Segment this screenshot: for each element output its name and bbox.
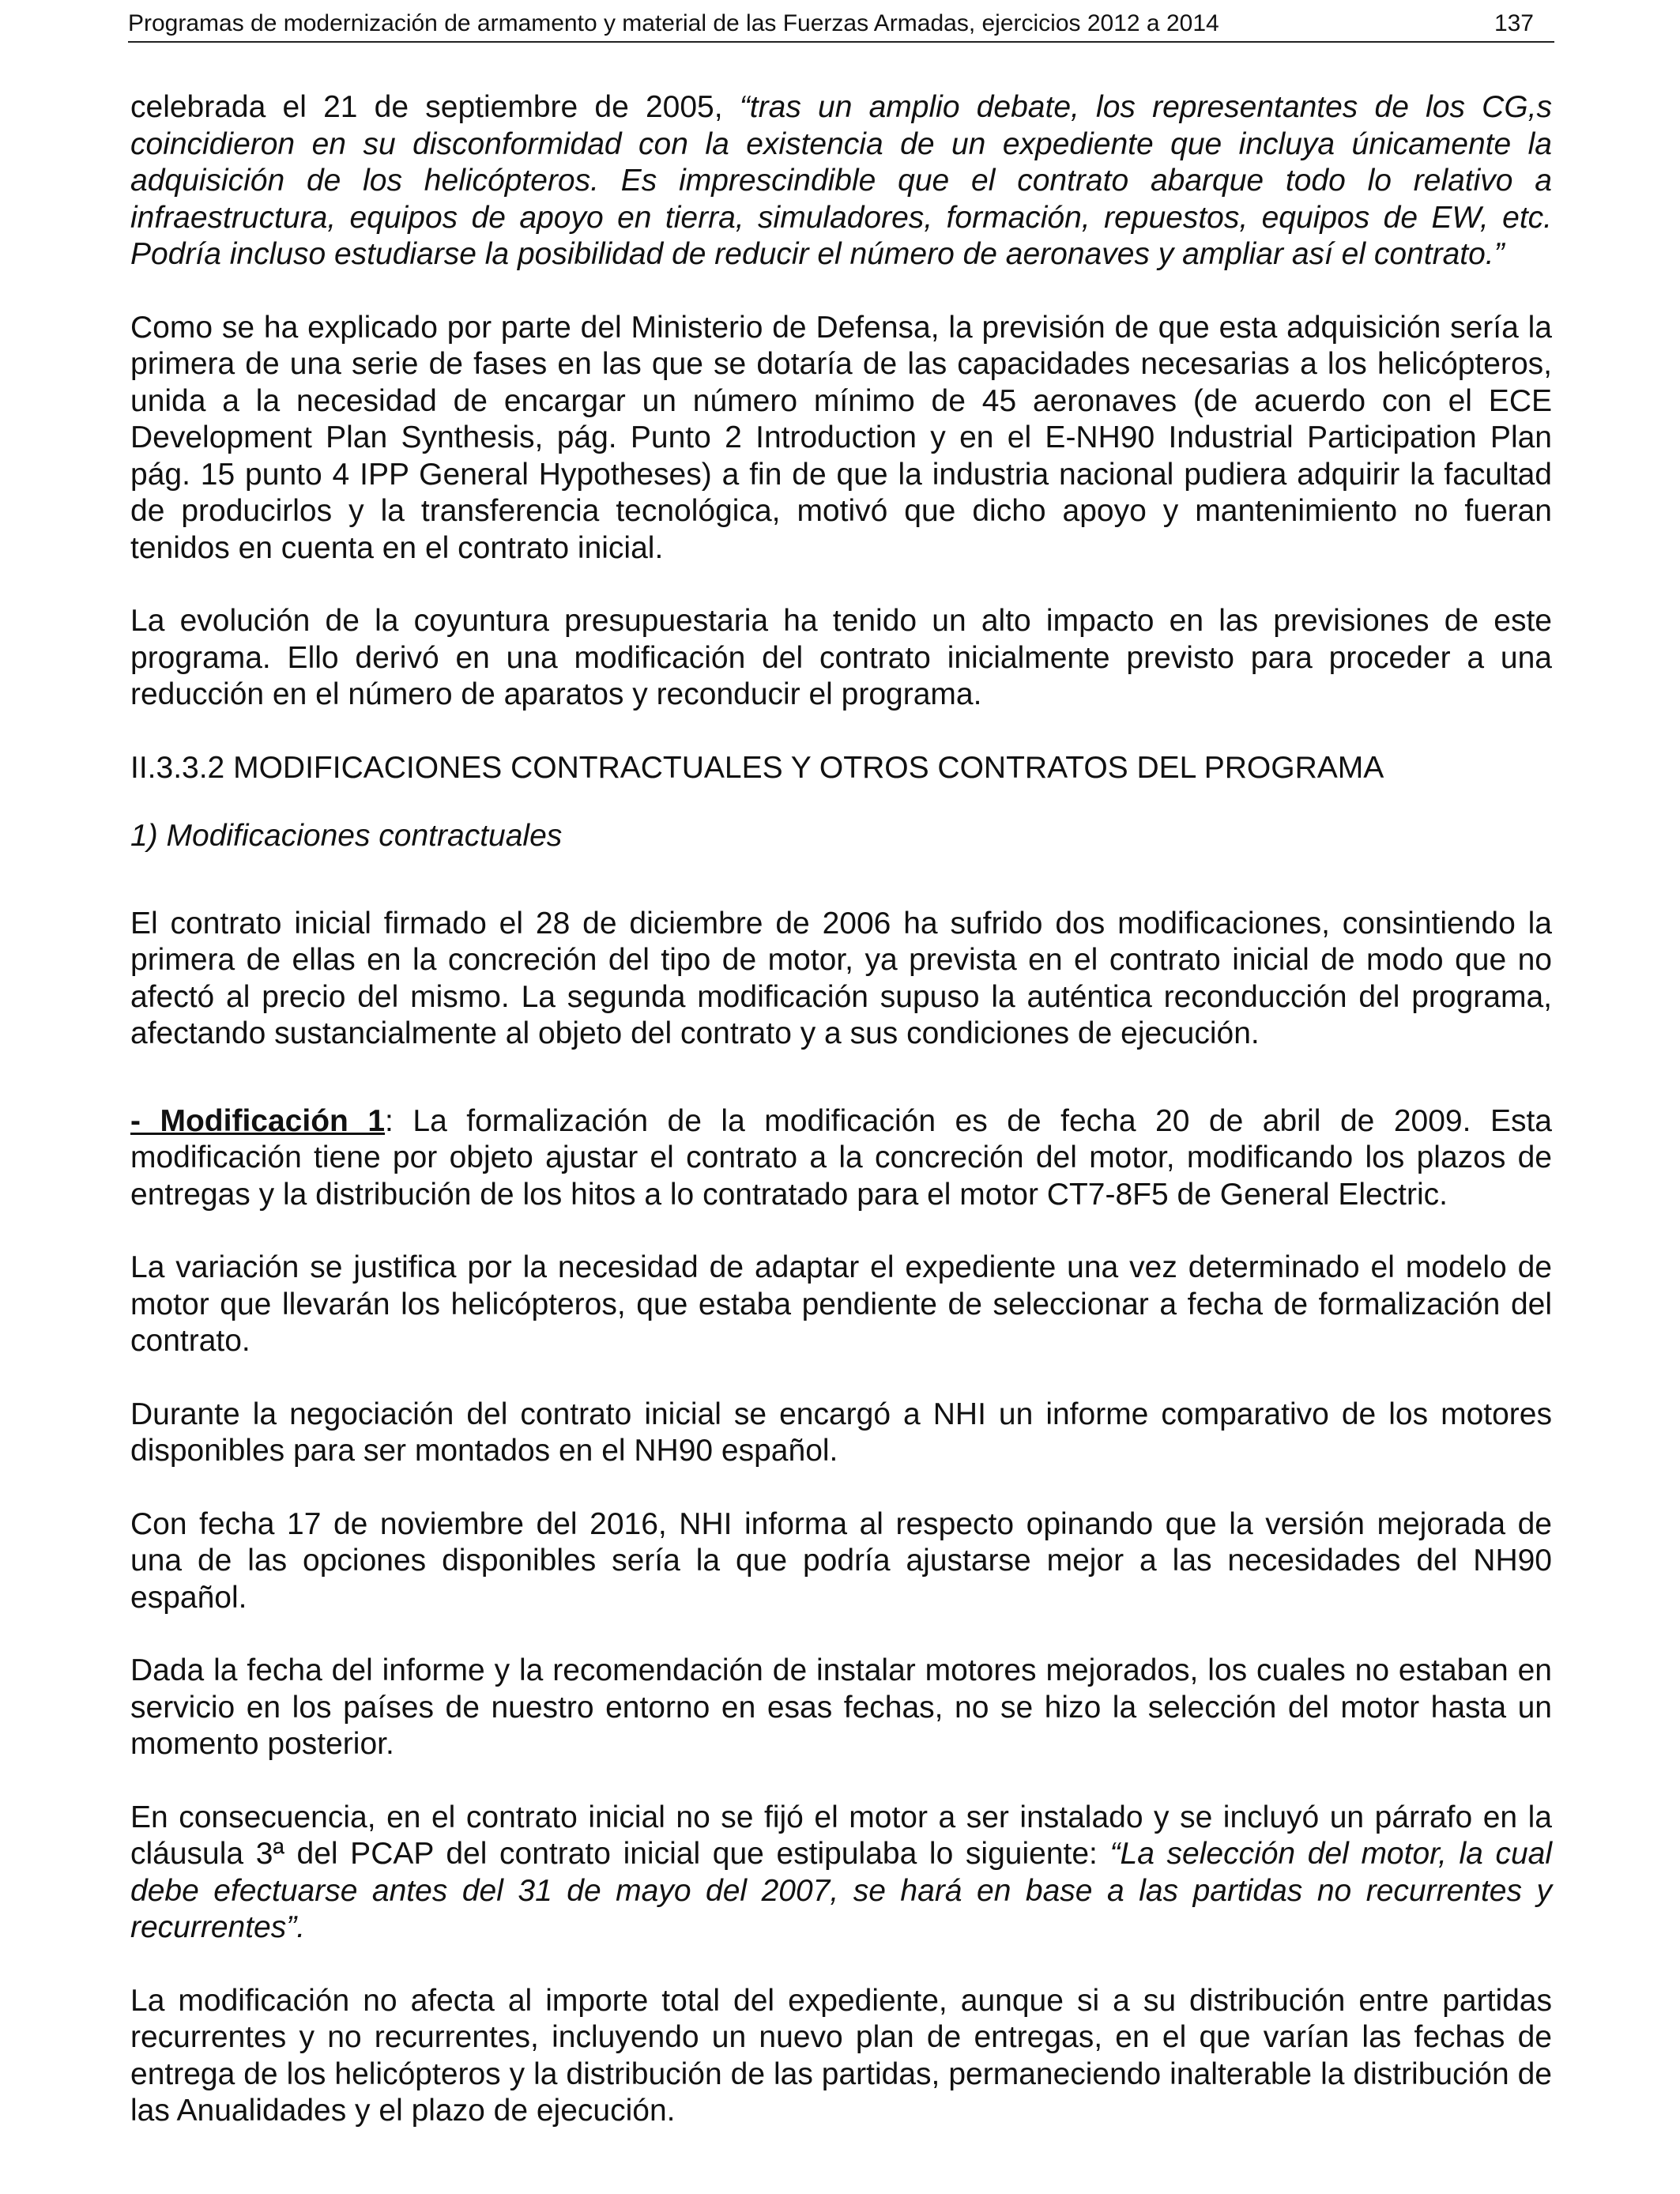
paragraph-ministry-explanation: Como se ha explicado por parte del Ministerio de Defensa, la previsión de que esta adquisición sería la primera de una serie de fases en las que se dotaría de las capacidades necesarias a los helicópteros, unida a la necesidad de encargar un número mínimo de 45 aeronaves (de acuerdo con el ECE Development Plan Synthesis, pág. Punto 2 Introduction y en el E-NH90 Industrial Participation Plan pág. 15 punto 4 IPP General Hypotheses) a fin de que la industria nacional pudiera adquirir la facultad de producirlos y la transferencia tecnológica, motivó que dicho apoyo y mantenimiento no fueran tenidos en cuenta en el contrato inicial. <box>130 310 1552 565</box>
paragraph-amount-distribution: La modificación no afecta al importe total del expediente, aunque si a su distribución entre partidas recurrentes y no recurrentes, incluyendo un nuevo plan de entregas, en el que varían las fechas de entrega de los helicópteros y la distribución de las partidas, permaneciendo inalterable la distribución de las Anualidades y el plazo de ejecución. <box>130 1983 1552 2128</box>
document-body <box>130 89 1552 2166</box>
paragraph-initial-contract: El contrato inicial firmado el 28 de diciembre de 2006 ha sufrido dos modificaciones, consintiendo la primera de ellas en la concreción del tipo de motor, ya prevista en el contrato inicial de modo que no afectó al precio del mismo. La segunda modificación supuso la auténtica reconducción del programa, afectando sustancialmente al objeto del contrato y a sus condiciones de ejecución. <box>130 906 1552 1050</box>
paragraph-modification-1 <box>130 1103 1552 1214</box>
page-number: 137 <box>1494 10 1534 36</box>
paragraph-intro: celebrada el 21 de septiembre de 2005, <box>130 90 740 124</box>
paragraph-quote-meeting <box>130 89 1552 273</box>
section-heading: II.3.3.2 MODIFICACIONES CONTRACTUALES Y OTROS CONTRATOS DEL PROGRAMA <box>130 750 1384 785</box>
paragraph-intro: En consecuencia, en el contrato inicial no se fijó el motor a ser instalado y se incluyó un párrafo en la cláusula 3ª del PCAP del contrato inicial que estipulaba lo siguiente: <box>130 1800 1552 1871</box>
italic-quote: “La selección del motor, la cual debe efectuarse antes del 31 de mayo del 2007, se hará en base a las partidas no recurrentes y recurrentes”. <box>130 1837 1553 1944</box>
header-title: Programas de modernización de armamento y material de las Fuerzas Armadas, ejercicios 2012 a 2014 <box>128 10 1219 36</box>
subsection-heading: 1) Modificaciones contractuales <box>130 819 563 853</box>
paragraph-variation-justification: La variación se justifica por la necesidad de adaptar el expediente una vez determinado el modelo de motor que llevarán los helicópteros, que estaba pendiente de seleccionar a fecha de formalización del contrato. <box>130 1250 1552 1358</box>
paragraph-consequence <box>130 1800 1552 1947</box>
paragraph-nhi-report: Con fecha 17 de noviembre del 2016, NHI informa al respecto opinando que la versión mejorada de una de las opciones disponibles sería la que podría ajustarse mejor a las necesidades del NH90 español. <box>130 1506 1552 1615</box>
paragraph-report-date: Dada la fecha del informe y la recomendación de instalar motores mejorados, los cuales no estaban en servicio en los países de nuestro entorno en esas fechas, no se hizo la selección del motor hasta un momento posterior. <box>130 1653 1552 1761</box>
paragraph-budget-evolution: La evolución de la coyuntura presupuestaria ha tenido un alto impacto en las previsiones de este programa. Ello derivó en una modificación del contrato inicialmente previsto para proceder a una reducción en el número de aparatos y reconducir el programa. <box>130 604 1552 711</box>
paragraph-negotiation: Durante la negociación del contrato inicial se encargó a NHI un informe comparativo de los motores disponibles para ser montados en el NH90 español. <box>130 1397 1552 1468</box>
italic-quote: “tras un amplio debate, los representantes de los CG,s coincidieron en su disconformidad con la existencia de un expediente que incluya únicamente la adquisición de los helicópteros. Es imprescindible que el contrato abarque todo lo relativo a infraestructura, equipos de apoyo en tierra, simuladores, formación, repuestos, equipos de EW, etc. Podría incluso estudiarse la posibilidad de reducir el número de aeronaves y ampliar así el contrato.” <box>130 90 1552 271</box>
modification-text: : La formalización de la modificación es de fecha 20 de abril de 2009. Esta modificación tiene por objeto ajustar el contrato a la concreción del motor, modificando los plazos de entregas y la distribución de los hitos a lo contratado para el motor CT7-8F5 de General Electric. <box>130 1103 1552 1212</box>
modification-label: Modificación 1 <box>160 1103 386 1138</box>
modification-dash: - <box>130 1103 160 1138</box>
page-header <box>128 6 1554 43</box>
